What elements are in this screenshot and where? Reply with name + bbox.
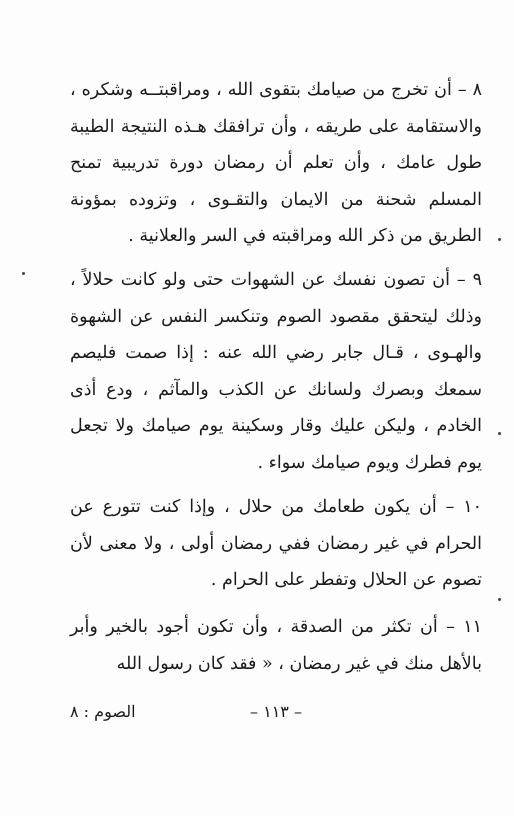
- margin-dot: [498, 432, 501, 435]
- paragraph-8: ٨ – أن تخرج من صيامك بتقوى الله ، ومراقبتــه وشكره ، والاستقامة على طريقه ، وأن ترافقك هـذه النتيجة الطيبة طول عامك ، وأن تعلم أن رمضان دورة تدريبية تمنح المسلم شحنة من الايمان والتقـوى ، وتزوده بمؤونة الطريق من ذكر الله ومراقبته في السر والعلانية .: [70, 80, 482, 246]
- page-number: – ١١٣ –: [250, 702, 302, 721]
- margin-dot: [22, 272, 25, 275]
- margin-dot: [498, 238, 501, 241]
- paragraph-11: ١١ – أن تكثر من الصدقة ، وأن تكون أجود بالخير وأبر بالأهل منك في غير رمضان ، « فقد كان رسول الله: [70, 617, 482, 674]
- paragraph-10: ١٠ – أن يكون طعامك من حلال ، وإذا كنت تتورع عن الحرام في غير رمضان ففي رمضان أولى ، ولا معنى لأن تصوم عن الحلال وتفطر على الحرام .: [70, 497, 482, 590]
- margin-dot: [498, 598, 501, 601]
- paragraph-9: ٩ – أن تصون نفسك عن الشهوات حتى ولو كانت حلالاً ، وذلك ليتحقق مقصود الصوم وتنكسر النفس عن الشهوة والهـوى ، قـال جابر رضي الله عنه : إذا صمت فليصم سمعك وبصرك ولسانك عن الكذب والمآثم ، ودع أذى الخادم ، وليكن عليك وقار وسكينة يوم صيامك ولا تجعل يوم فطرك ويوم صيامك سواء .: [70, 270, 482, 473]
- page-footer: [70, 702, 482, 734]
- section-label: الصوم : ٨: [70, 702, 136, 721]
